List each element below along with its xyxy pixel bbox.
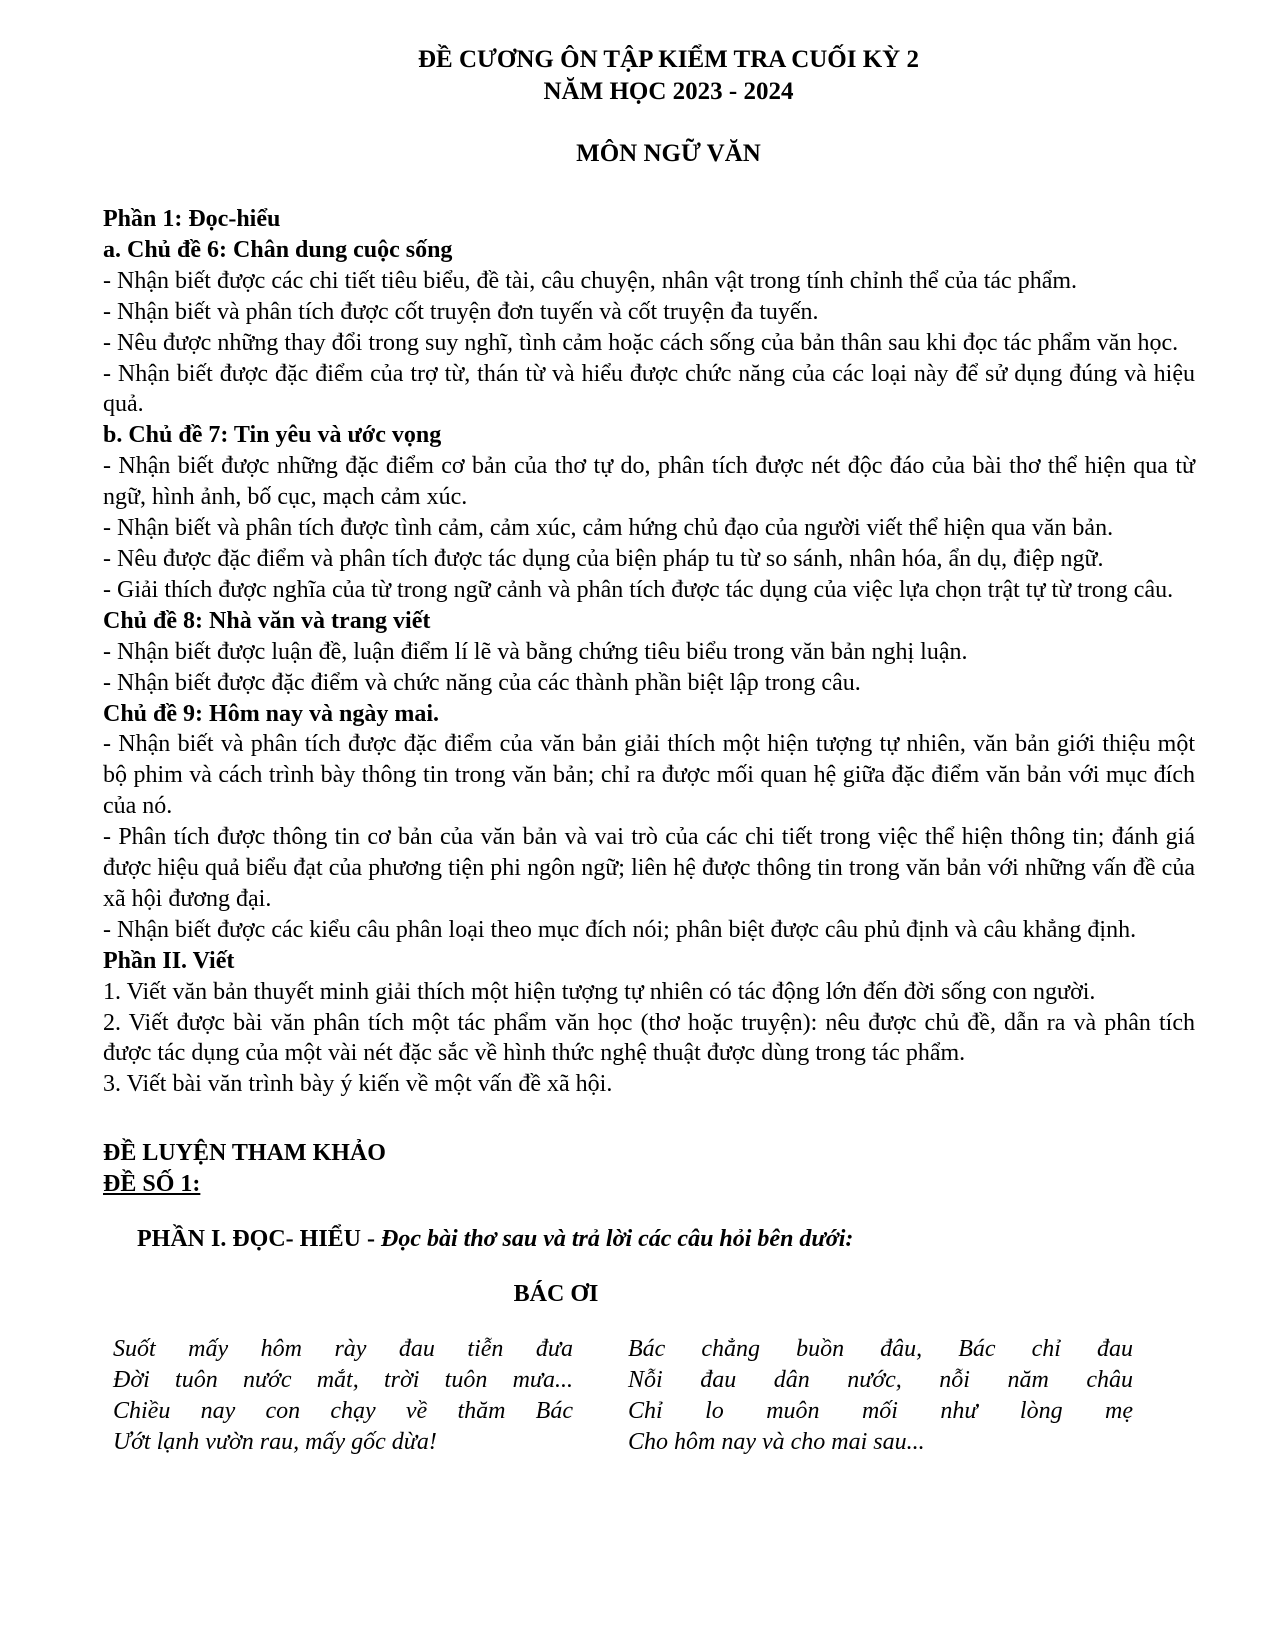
poem-line: Chiều nay con chạy về thăm Bác <box>113 1397 573 1424</box>
list-item: - Nhận biết được luận đề, luận điểm lí lẽ và bằng chứng tiêu biểu trong văn bản nghị luận. <box>103 638 968 665</box>
part1-heading: Phần 1: Đọc-hiểu <box>103 206 281 232</box>
list-item: - Nhận biết và phân tích được đặc điểm của văn bản giải thích một hiện tượng tự nhiên, văn bản giới thiệu một bộ phim và cách trình bày thông tin trong văn bản; chỉ ra được mối quan hệ giữa đặc điểm văn bản với mục đích của nó. <box>103 731 1195 820</box>
list-item: - Nhận biết được đặc điểm của trợ từ, thán từ và hiểu được chức năng của các loại này để sử dụng đúng và hiệu quả. <box>103 360 1195 418</box>
document-header <box>0 44 1275 170</box>
poem-line: Bác chẳng buồn đâu, Bác chỉ đau <box>628 1335 1133 1362</box>
list-item: 1. Viết văn bản thuyết minh giải thích một hiện tượng tự nhiên có tác động lớn đến đời sống con người. <box>103 978 1096 1005</box>
part2-heading: Phần II. Viết <box>103 947 235 974</box>
school-year: NĂM HỌC 2023 - 2024 <box>543 78 794 105</box>
poem-stanza-right <box>628 1334 1133 1458</box>
poem-stanza-left <box>113 1334 573 1458</box>
list-item: - Nhận biết được đặc điểm và chức năng của các thành phần biệt lập trong câu. <box>103 669 861 696</box>
list-item: - Nêu được đặc điểm và phân tích được tác dụng của biện pháp tu từ so sánh, nhân hóa, ẩn dụ, điệp ngữ. <box>103 545 1104 572</box>
topic7-heading: b. Chủ đề 7: Tin yêu và ước vọng <box>103 422 442 449</box>
reading-label: PHẦN I. ĐỌC- HIỂU - <box>137 1226 381 1253</box>
document-title: ĐỀ CƯƠNG ÔN TẬP KIỂM TRA CUỐI KỲ 2 <box>418 46 919 73</box>
poem-line: Suốt mấy hôm rày đau tiễn đưa <box>113 1335 573 1362</box>
poem-line: Đời tuôn nước mắt, trời tuôn mưa... <box>113 1366 573 1393</box>
poem-line: Nỗi đau dân nước, nỗi năm châu <box>628 1366 1133 1393</box>
list-item: - Giải thích được nghĩa của từ trong ngữ cảnh và phân tích được tác dụng của việc lựa chọn trật tự từ trong câu. <box>103 576 1174 603</box>
list-item: - Nêu được những thay đổi trong suy nghĩ, tình cảm hoặc cách sống của bản thân sau khi đọc tác phẩm văn học. <box>103 329 1179 356</box>
reading-section-heading <box>103 1224 1195 1255</box>
exam-number: ĐỀ SỐ 1: <box>103 1171 201 1198</box>
subject-title: MÔN NGỮ VĂN <box>576 140 761 167</box>
topic8-heading: Chủ đề 8: Nhà văn và trang viết <box>103 607 431 634</box>
topic9-heading: Chủ đề 9: Hôm nay và ngày mai. <box>103 700 440 727</box>
poem-line: Cho hôm nay và cho mai sau... <box>628 1428 925 1455</box>
poem-line: Chỉ lo muôn mối như lòng mẹ <box>628 1397 1133 1424</box>
poem-title: BÁC ƠI <box>513 1281 599 1307</box>
document-body <box>103 204 1195 1458</box>
list-item: 2. Viết được bài văn phân tích một tác phẩm văn học (thơ hoặc truyện): nêu được chủ đề, dẫn ra và phân tích được tác dụng của một vài nét đặc sắc về hình thức nghệ thuật được dùng trong tác phẩm. <box>103 1009 1195 1067</box>
topic6-heading: a. Chủ đề 6: Chân dung cuộc sống <box>103 236 453 263</box>
list-item: 3. Viết bài văn trình bày ý kiến về một vấn đề xã hội. <box>103 1071 613 1098</box>
list-item: - Phân tích được thông tin cơ bản của văn bản và vai trò của các chi tiết trong việc thể hiện thông tin; đánh giá được hiệu quả biểu đạt của phương tiện phi ngôn ngữ; liên hệ được thông tin trong văn bản với những vấn đề của xã hội đương đại. <box>103 824 1195 912</box>
reading-instruction: Đọc bài thơ sau và trả lời các câu hỏi bên dưới: <box>381 1226 854 1253</box>
list-item: - Nhận biết và phân tích được cốt truyện đơn tuyến và cốt truyện đa tuyến. <box>103 298 819 325</box>
list-item: - Nhận biết và phân tích được tình cảm, cảm xúc, cảm hứng chủ đạo của người viết thể hiện qua văn bản. <box>103 515 1114 542</box>
section-spacer <box>103 1100 1195 1138</box>
list-item: - Nhận biết được những đặc điểm cơ bản của thơ tự do, phân tích được nét độc đáo của bài thơ thể hiện qua từ ngữ, hình ảnh, bố cục, mạch cảm xúc. <box>103 453 1195 511</box>
practice-heading: ĐỀ LUYỆN THAM KHẢO <box>103 1140 386 1167</box>
poem-line: Ướt lạnh vườn rau, mấy gốc dừa! <box>113 1428 437 1455</box>
poem <box>113 1334 1195 1458</box>
list-item: - Nhận biết được các kiểu câu phân loại theo mục đích nói; phân biệt được câu phủ định và câu khẳng định. <box>103 916 1137 943</box>
list-item: - Nhận biết được các chi tiết tiêu biểu, đề tài, câu chuyện, nhân vật trong tính chỉnh thể của tác phẩm. <box>103 267 1078 294</box>
